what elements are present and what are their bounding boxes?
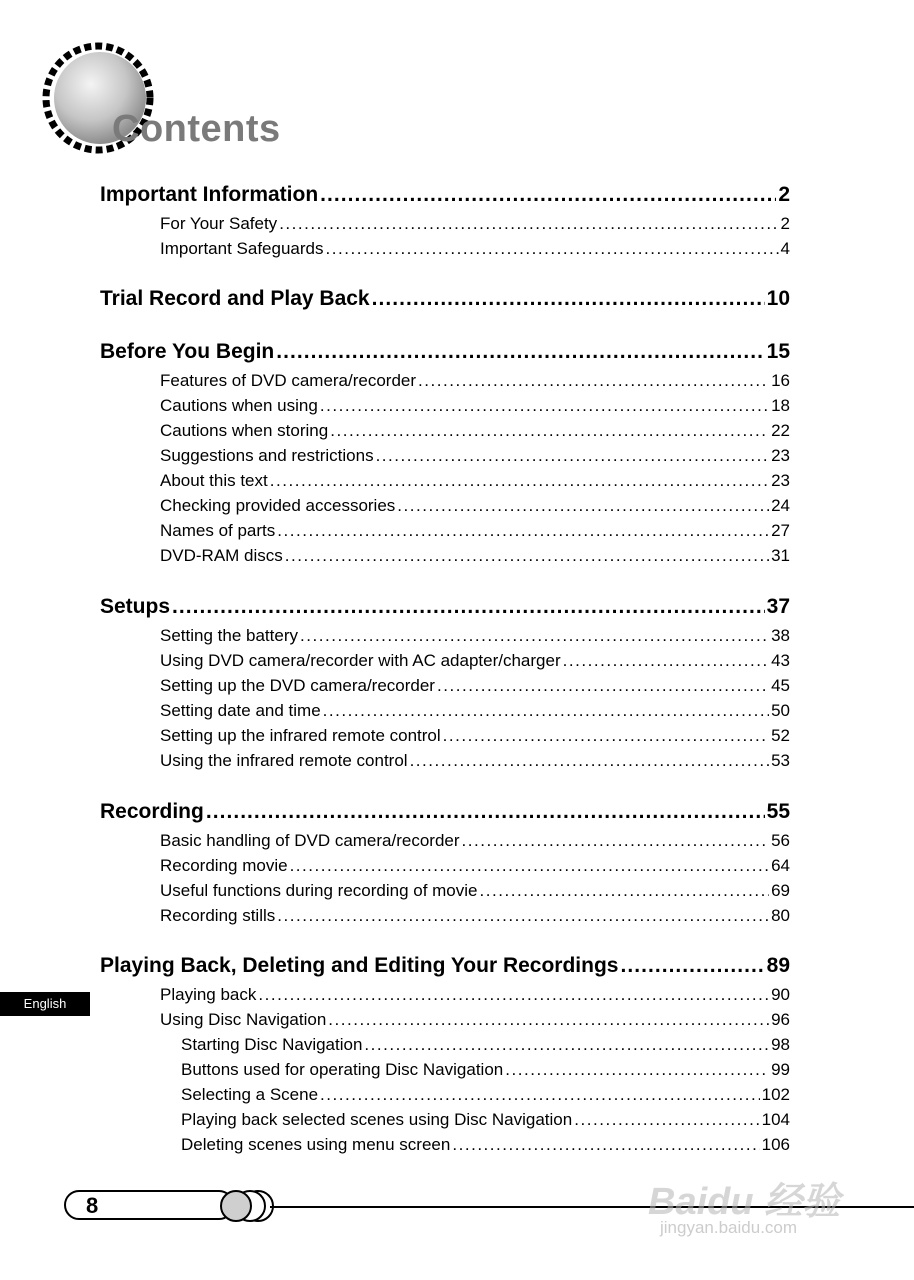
toc-leader-dots [437,676,769,696]
toc-entry-label: Using DVD camera/recorder with AC adapter/charger [160,651,561,670]
watermark-logo: Baidu 经验 [648,1181,841,1223]
toc-entry-label: Recording [100,800,204,823]
toc-entry-page: 2 [778,183,790,206]
toc-entry-page: 38 [771,626,790,645]
page-number: 8 [86,1193,99,1218]
toc-entry-label: Before You Begin [100,340,275,363]
toc-entry[interactable] [160,396,790,419]
toc-section-heading[interactable] [100,287,790,315]
toc-entry-label: Playing Back, Deleting and Editing Your Recordings [100,954,619,977]
toc-leader-dots [323,701,769,721]
toc-entry[interactable] [160,214,790,237]
toc-entry[interactable] [181,1085,790,1108]
toc-entry[interactable] [160,726,790,749]
toc-entry-label: Playing back selected scenes using Disc Navigation [181,1110,573,1129]
toc-entry[interactable] [160,496,790,519]
toc-entry-page: 106 [761,1135,790,1154]
toc-leader-dots [397,496,769,516]
toc-leader-dots [270,471,769,491]
toc-entry-page: 102 [761,1085,790,1104]
toc-entry-page: 56 [771,831,790,850]
toc-entry-label: Selecting a Scene [181,1085,319,1104]
toc-entry-page: 104 [761,1110,790,1129]
toc-entry-label: For Your Safety [160,214,278,233]
toc-entry[interactable] [160,239,790,262]
toc-leader-dots [418,371,769,391]
toc-entry[interactable] [160,546,790,569]
toc-entry-page: 96 [771,1010,790,1029]
toc-leader-dots [328,1010,769,1030]
toc-entry-label: DVD-RAM discs [160,546,283,565]
toc-entry-page: 10 [766,287,790,310]
toc-entry-label: Basic handling of DVD camera/recorder [160,831,460,850]
toc-entry-page: 27 [771,521,790,540]
toc-entry-label: Suggestions and restrictions [160,446,374,465]
toc-entry-label: Setting the battery [160,626,298,645]
toc-entry[interactable] [160,1010,790,1033]
toc-entry-label: Buttons used for operating Disc Navigation [181,1060,504,1079]
toc-entry-label: Recording stills [160,906,276,925]
toc-entry[interactable] [160,831,790,854]
toc-leader-dots [480,881,770,901]
toc-entry-page: 16 [771,371,790,390]
toc-leader-dots [574,1110,759,1130]
toc-entry-label: Using the infrared remote control [160,751,408,770]
toc-entry-label: Setting date and time [160,701,321,720]
toc-entry-page: 69 [771,881,790,900]
toc-entry[interactable] [160,906,790,929]
toc-entry[interactable] [181,1110,790,1133]
toc-leader-dots [320,1085,760,1105]
toc-leader-dots [279,214,778,234]
toc-entry[interactable] [160,371,790,394]
toc-entry-page: 23 [771,471,790,490]
toc-entry-label: Cautions when storing [160,421,329,440]
toc-entry-label: Important Information [100,183,319,206]
toc-entry[interactable] [160,521,790,544]
toc-entry[interactable] [160,676,790,699]
toc-leader-dots [364,1035,769,1055]
toc-entry-label: Setups [100,595,171,618]
footer-circles-icon [214,1188,278,1224]
toc-entry-page: 2 [780,214,790,233]
toc-entry-page: 52 [771,726,790,745]
toc-leader-dots [276,340,764,364]
language-tab: English [0,992,90,1016]
toc-entry-page: 4 [780,239,790,258]
toc-entry[interactable] [181,1135,790,1158]
toc-entry[interactable] [160,471,790,494]
toc-entry-label: Using Disc Navigation [160,1010,327,1029]
page-title: Contents [112,108,281,150]
toc-entry[interactable] [160,985,790,1008]
toc-entry-label: Playing back [160,985,257,1004]
toc-entry-label: Starting Disc Navigation [181,1035,363,1054]
watermark-url: jingyan.baidu.com [660,1218,798,1237]
toc-leader-dots [206,800,765,824]
toc-leader-dots [563,651,769,671]
toc-leader-dots [620,954,764,978]
toc-leader-dots [290,856,770,876]
toc-entry[interactable] [181,1060,790,1083]
toc-entry-page: 98 [771,1035,790,1054]
toc-entry-label: About this text [160,471,268,490]
toc-leader-dots [410,751,770,771]
toc-entry-label: Useful functions during recording of movie [160,881,478,900]
toc-leader-dots [320,396,769,416]
toc-leader-dots [376,446,770,466]
toc-entry-page: 31 [771,546,790,565]
toc-entry[interactable] [181,1035,790,1058]
toc-entry-label: Cautions when using [160,396,318,415]
toc-entry-label: Features of DVD camera/recorder [160,371,417,390]
toc-section-heading[interactable] [100,595,790,623]
toc-leader-dots [462,831,770,851]
toc-entry-page: 90 [771,985,790,1004]
toc-leader-dots [452,1135,759,1155]
toc-leader-dots [258,985,769,1005]
toc-leader-dots [443,726,769,746]
toc-leader-dots [325,239,778,259]
toc-leader-dots [277,906,769,926]
toc-section-heading[interactable] [100,800,790,828]
toc-entry-label: Trial Record and Play Back [100,287,370,310]
toc-entry-page: 50 [771,701,790,720]
toc-entry-label: Setting up the DVD camera/recorder [160,676,435,695]
toc-entry-page: 99 [771,1060,790,1079]
toc-entry-page: 22 [771,421,790,440]
toc-entry-page: 37 [766,595,790,618]
toc-section-heading[interactable] [100,954,790,982]
toc-entry-label: Deleting scenes using menu screen [181,1135,451,1154]
toc-entry-page: 23 [771,446,790,465]
toc-section-heading[interactable] [100,340,790,368]
toc-leader-dots [277,521,769,541]
toc-entry[interactable] [160,626,790,649]
toc-entry[interactable] [160,421,790,444]
toc-entry-label: Important Safeguards [160,239,324,258]
toc-entry-page: 53 [771,751,790,770]
toc-leader-dots [330,421,769,441]
toc-entry-page: 45 [771,676,790,695]
toc-entry-page: 18 [771,396,790,415]
toc-leader-dots [172,595,765,619]
toc-entry-page: 15 [766,340,790,363]
toc-entry-page: 24 [771,496,790,515]
toc-entry[interactable] [160,701,790,724]
toc-entry-label: Recording movie [160,856,288,875]
toc-entry-page: 80 [771,906,790,925]
toc-entry-label: Names of parts [160,521,276,540]
toc-entry[interactable] [160,446,790,469]
toc-entry[interactable] [160,856,790,879]
toc-entry[interactable] [160,881,790,904]
toc-entry[interactable] [160,651,790,674]
toc-entry-label: Setting up the infrared remote control [160,726,441,745]
toc-leader-dots [285,546,769,566]
toc-section-heading[interactable] [100,183,790,211]
toc-leader-dots [320,183,776,207]
toc-entry-page: 55 [766,800,790,823]
toc-entry[interactable] [160,751,790,774]
toc-entry-label: Checking provided accessories [160,496,396,515]
toc-entry-page: 89 [766,954,790,977]
toc-leader-dots [505,1060,769,1080]
toc-leader-dots [372,287,765,311]
toc-leader-dots [300,626,769,646]
toc-entry-page: 43 [771,651,790,670]
toc-entry-page: 64 [771,856,790,875]
